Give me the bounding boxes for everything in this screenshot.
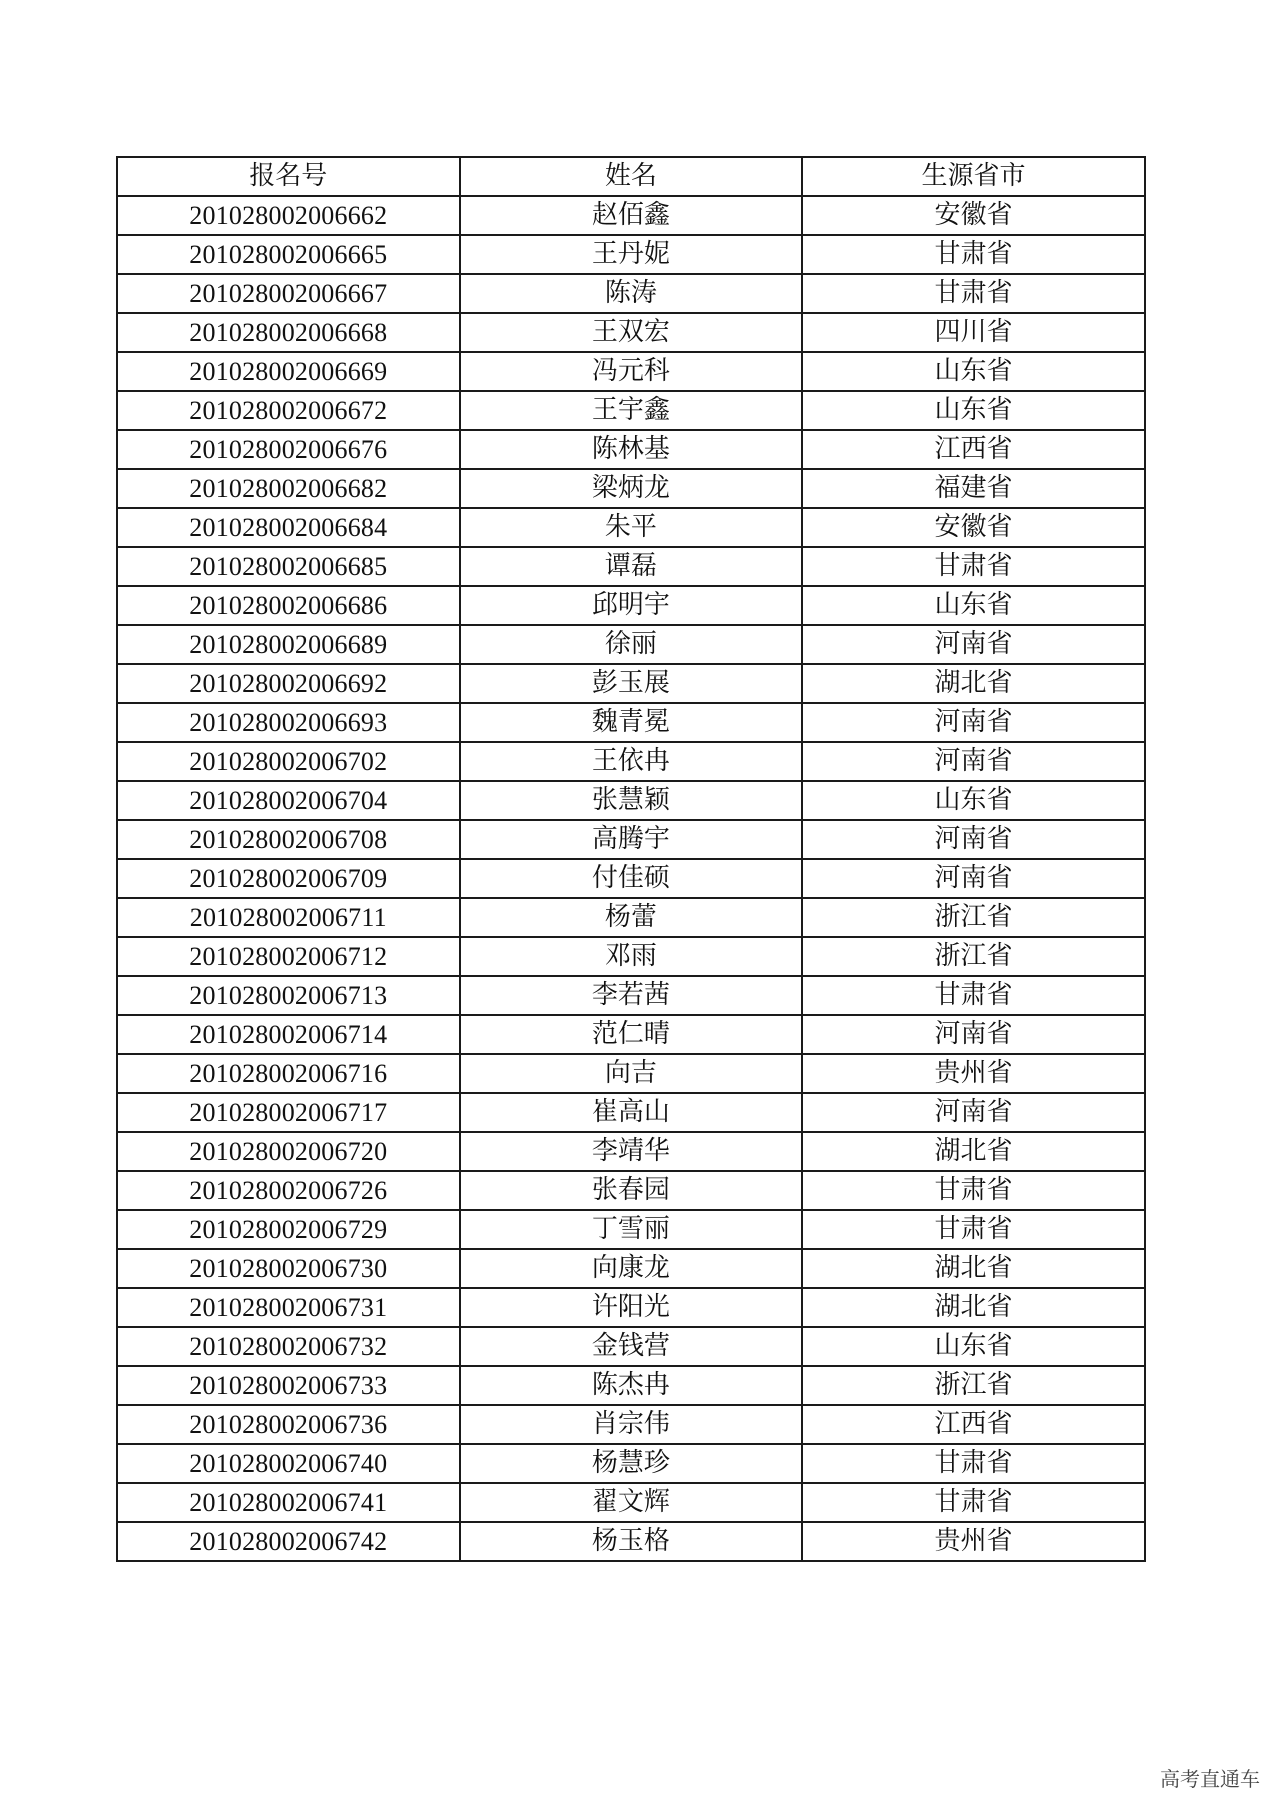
province-cell: 湖北省 bbox=[802, 1132, 1145, 1171]
table-row bbox=[117, 274, 1145, 313]
table-row bbox=[117, 1288, 1145, 1327]
registration-number-cell: 201028002006736 bbox=[117, 1405, 460, 1444]
table-row bbox=[117, 1327, 1145, 1366]
registration-number-cell: 201028002006709 bbox=[117, 859, 460, 898]
name-cell: 翟文辉 bbox=[460, 1483, 803, 1522]
registration-number-cell: 201028002006692 bbox=[117, 664, 460, 703]
name-cell: 杨蕾 bbox=[460, 898, 803, 937]
registration-number-cell: 201028002006717 bbox=[117, 1093, 460, 1132]
table-row bbox=[117, 235, 1145, 274]
name-cell: 王丹妮 bbox=[460, 235, 803, 274]
registration-number-cell: 201028002006693 bbox=[117, 703, 460, 742]
table-row bbox=[117, 742, 1145, 781]
registration-number-cell: 201028002006662 bbox=[117, 196, 460, 235]
registration-number-cell: 201028002006730 bbox=[117, 1249, 460, 1288]
column-header-name: 姓名 bbox=[460, 157, 803, 196]
table-row bbox=[117, 1015, 1145, 1054]
province-cell: 山东省 bbox=[802, 781, 1145, 820]
province-cell: 甘肃省 bbox=[802, 274, 1145, 313]
registration-number-cell: 201028002006729 bbox=[117, 1210, 460, 1249]
table-row bbox=[117, 1054, 1145, 1093]
table-row bbox=[117, 625, 1145, 664]
registration-number-cell: 201028002006740 bbox=[117, 1444, 460, 1483]
name-cell: 杨慧珍 bbox=[460, 1444, 803, 1483]
admission-table bbox=[116, 156, 1146, 1562]
name-cell: 陈涛 bbox=[460, 274, 803, 313]
registration-number-cell: 201028002006704 bbox=[117, 781, 460, 820]
province-cell: 浙江省 bbox=[802, 937, 1145, 976]
table-row bbox=[117, 820, 1145, 859]
province-cell: 湖北省 bbox=[802, 1288, 1145, 1327]
province-cell: 山东省 bbox=[802, 391, 1145, 430]
province-cell: 河南省 bbox=[802, 625, 1145, 664]
name-cell: 杨玉格 bbox=[460, 1522, 803, 1561]
province-cell: 河南省 bbox=[802, 1015, 1145, 1054]
registration-number-cell: 201028002006732 bbox=[117, 1327, 460, 1366]
province-cell: 甘肃省 bbox=[802, 1210, 1145, 1249]
registration-number-cell: 201028002006672 bbox=[117, 391, 460, 430]
registration-number-cell: 201028002006714 bbox=[117, 1015, 460, 1054]
name-cell: 谭磊 bbox=[460, 547, 803, 586]
header-row bbox=[117, 157, 1145, 196]
name-cell: 许阳光 bbox=[460, 1288, 803, 1327]
table-row bbox=[117, 1483, 1145, 1522]
column-header-registration-number: 报名号 bbox=[117, 157, 460, 196]
registration-number-cell: 201028002006665 bbox=[117, 235, 460, 274]
name-cell: 魏青冕 bbox=[460, 703, 803, 742]
name-cell: 肖宗伟 bbox=[460, 1405, 803, 1444]
registration-number-cell: 201028002006702 bbox=[117, 742, 460, 781]
table-row bbox=[117, 586, 1145, 625]
registration-number-cell: 201028002006684 bbox=[117, 508, 460, 547]
province-cell: 河南省 bbox=[802, 742, 1145, 781]
registration-number-cell: 201028002006742 bbox=[117, 1522, 460, 1561]
name-cell: 丁雪丽 bbox=[460, 1210, 803, 1249]
table-row bbox=[117, 313, 1145, 352]
registration-number-cell: 201028002006741 bbox=[117, 1483, 460, 1522]
name-cell: 高腾宇 bbox=[460, 820, 803, 859]
watermark-text: 高考直通车 bbox=[1160, 1767, 1260, 1791]
province-cell: 湖北省 bbox=[802, 1249, 1145, 1288]
registration-number-cell: 201028002006733 bbox=[117, 1366, 460, 1405]
name-cell: 范仁晴 bbox=[460, 1015, 803, 1054]
table-row bbox=[117, 196, 1145, 235]
province-cell: 河南省 bbox=[802, 1093, 1145, 1132]
registration-number-cell: 201028002006668 bbox=[117, 313, 460, 352]
table-row bbox=[117, 898, 1145, 937]
registration-number-cell: 201028002006713 bbox=[117, 976, 460, 1015]
table-body bbox=[117, 196, 1145, 1561]
table-row bbox=[117, 1210, 1145, 1249]
registration-number-cell: 201028002006682 bbox=[117, 469, 460, 508]
admission-list-sheet bbox=[116, 156, 1144, 1562]
table-row bbox=[117, 1366, 1145, 1405]
province-cell: 山东省 bbox=[802, 1327, 1145, 1366]
province-cell: 山东省 bbox=[802, 352, 1145, 391]
name-cell: 陈杰冉 bbox=[460, 1366, 803, 1405]
table-row bbox=[117, 1249, 1145, 1288]
table-row bbox=[117, 859, 1145, 898]
name-cell: 张慧颖 bbox=[460, 781, 803, 820]
registration-number-cell: 201028002006716 bbox=[117, 1054, 460, 1093]
table-row bbox=[117, 1093, 1145, 1132]
province-cell: 河南省 bbox=[802, 859, 1145, 898]
name-cell: 李靖华 bbox=[460, 1132, 803, 1171]
province-cell: 安徽省 bbox=[802, 508, 1145, 547]
table-row bbox=[117, 1171, 1145, 1210]
name-cell: 邓雨 bbox=[460, 937, 803, 976]
province-cell: 甘肃省 bbox=[802, 547, 1145, 586]
name-cell: 彭玉展 bbox=[460, 664, 803, 703]
table-row bbox=[117, 1132, 1145, 1171]
province-cell: 山东省 bbox=[802, 586, 1145, 625]
province-cell: 江西省 bbox=[802, 1405, 1145, 1444]
table-row bbox=[117, 1405, 1145, 1444]
table-row bbox=[117, 547, 1145, 586]
name-cell: 向吉 bbox=[460, 1054, 803, 1093]
name-cell: 冯元科 bbox=[460, 352, 803, 391]
name-cell: 邱明宇 bbox=[460, 586, 803, 625]
province-cell: 甘肃省 bbox=[802, 1483, 1145, 1522]
name-cell: 梁炳龙 bbox=[460, 469, 803, 508]
name-cell: 王宇鑫 bbox=[460, 391, 803, 430]
province-cell: 贵州省 bbox=[802, 1522, 1145, 1561]
registration-number-cell: 201028002006726 bbox=[117, 1171, 460, 1210]
name-cell: 崔高山 bbox=[460, 1093, 803, 1132]
province-cell: 安徽省 bbox=[802, 196, 1145, 235]
name-cell: 陈林基 bbox=[460, 430, 803, 469]
province-cell: 江西省 bbox=[802, 430, 1145, 469]
name-cell: 金钱营 bbox=[460, 1327, 803, 1366]
table-row bbox=[117, 430, 1145, 469]
name-cell: 张春园 bbox=[460, 1171, 803, 1210]
table-row bbox=[117, 703, 1145, 742]
table-row bbox=[117, 937, 1145, 976]
registration-number-cell: 201028002006676 bbox=[117, 430, 460, 469]
province-cell: 甘肃省 bbox=[802, 1171, 1145, 1210]
table-row bbox=[117, 391, 1145, 430]
registration-number-cell: 201028002006711 bbox=[117, 898, 460, 937]
registration-number-cell: 201028002006712 bbox=[117, 937, 460, 976]
table-header bbox=[117, 157, 1145, 196]
table-row bbox=[117, 352, 1145, 391]
registration-number-cell: 201028002006708 bbox=[117, 820, 460, 859]
province-cell: 四川省 bbox=[802, 313, 1145, 352]
registration-number-cell: 201028002006689 bbox=[117, 625, 460, 664]
name-cell: 向康龙 bbox=[460, 1249, 803, 1288]
province-cell: 贵州省 bbox=[802, 1054, 1145, 1093]
name-cell: 朱平 bbox=[460, 508, 803, 547]
province-cell: 福建省 bbox=[802, 469, 1145, 508]
name-cell: 王依冉 bbox=[460, 742, 803, 781]
column-header-province: 生源省市 bbox=[802, 157, 1145, 196]
province-cell: 浙江省 bbox=[802, 1366, 1145, 1405]
name-cell: 付佳硕 bbox=[460, 859, 803, 898]
province-cell: 河南省 bbox=[802, 703, 1145, 742]
province-cell: 河南省 bbox=[802, 820, 1145, 859]
name-cell: 李若茜 bbox=[460, 976, 803, 1015]
table-row bbox=[117, 1522, 1145, 1561]
registration-number-cell: 201028002006667 bbox=[117, 274, 460, 313]
table-row bbox=[117, 976, 1145, 1015]
table-row bbox=[117, 508, 1145, 547]
table-row bbox=[117, 469, 1145, 508]
registration-number-cell: 201028002006731 bbox=[117, 1288, 460, 1327]
province-cell: 浙江省 bbox=[802, 898, 1145, 937]
province-cell: 甘肃省 bbox=[802, 1444, 1145, 1483]
province-cell: 甘肃省 bbox=[802, 235, 1145, 274]
table-row bbox=[117, 781, 1145, 820]
table-row bbox=[117, 664, 1145, 703]
registration-number-cell: 201028002006685 bbox=[117, 547, 460, 586]
registration-number-cell: 201028002006720 bbox=[117, 1132, 460, 1171]
name-cell: 赵佰鑫 bbox=[460, 196, 803, 235]
registration-number-cell: 201028002006686 bbox=[117, 586, 460, 625]
table-row bbox=[117, 1444, 1145, 1483]
name-cell: 王双宏 bbox=[460, 313, 803, 352]
registration-number-cell: 201028002006669 bbox=[117, 352, 460, 391]
name-cell: 徐丽 bbox=[460, 625, 803, 664]
province-cell: 湖北省 bbox=[802, 664, 1145, 703]
province-cell: 甘肃省 bbox=[802, 976, 1145, 1015]
